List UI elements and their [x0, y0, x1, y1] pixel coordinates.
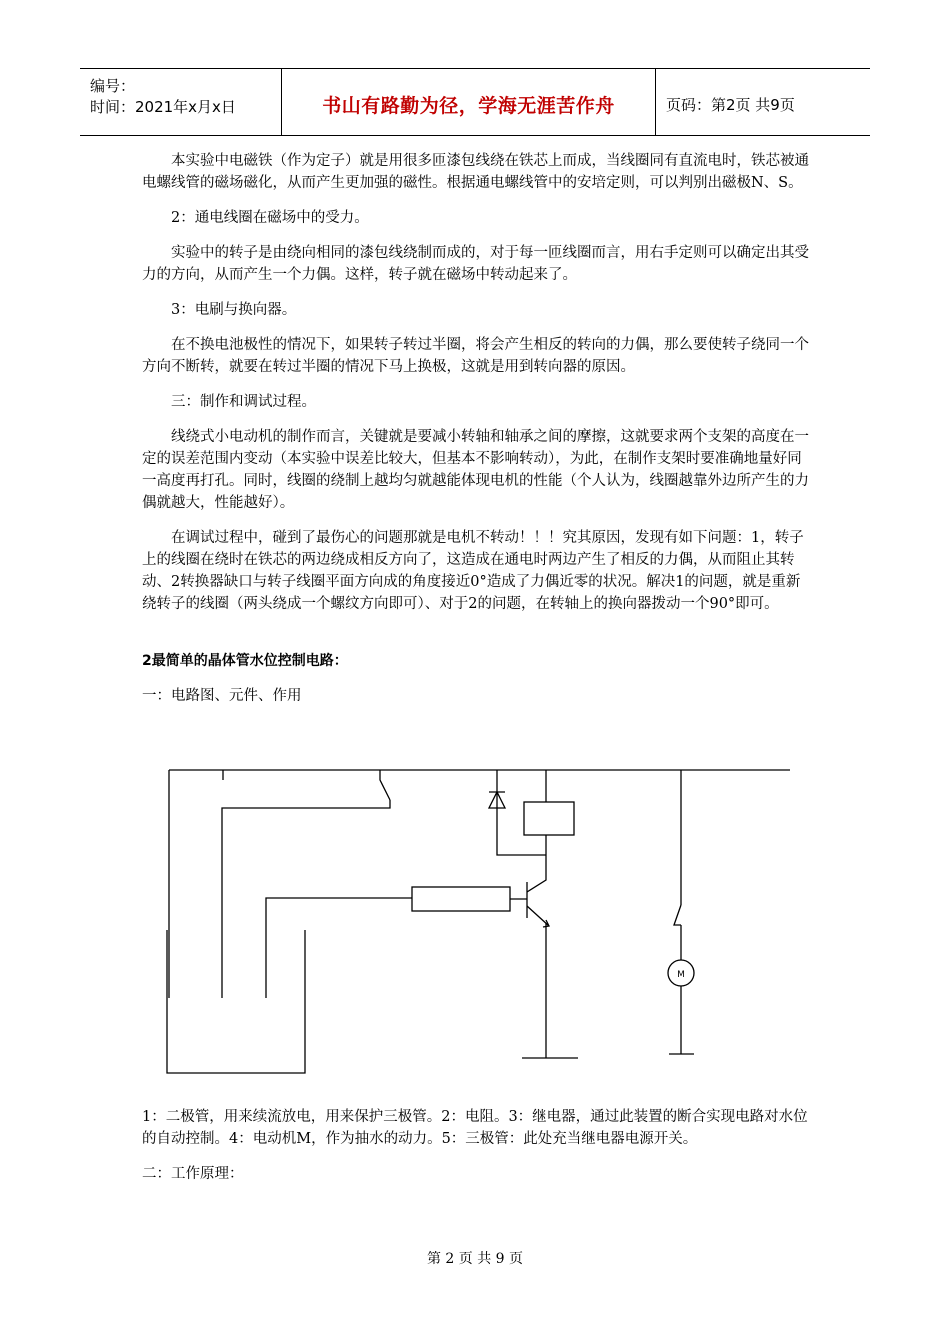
paragraph: 在调试过程中，碰到了最伤心的问题那就是电机不转动！！！究其原因，发现有如下问题：1，转子上的线圈在绕时在铁芯的两边绕成相反方向了，这造成在通电时两边产生了相反的力偶，从而阻止其转动、2转换器缺口与转子线圈平面方向成的角度接近0°造成了力偶近零的状况。解决1的问题，就是重新绕转子的线圈（两头绕成一个螺纹方向即可）、对于2的问题，在转轴上的换向器拨动一个90°即可。 — [142, 530, 804, 612]
switch-icon — [380, 770, 390, 800]
page-header — [80, 68, 870, 136]
circuit-diagram — [142, 760, 802, 1100]
subheading: 3：电刷与换向器。 — [171, 302, 297, 318]
water-tank — [167, 930, 305, 1073]
motor-label: M — [677, 970, 685, 980]
resistor-icon — [412, 887, 510, 911]
inner-probe-wire — [222, 800, 390, 998]
motto: 书山有路勤为径，学海无涯苦作舟 — [322, 95, 615, 117]
paragraph: 实验中的转子是由绕向相同的漆包线绕制而成的，对于每一匝线圈而言，用右手定则可以确定出其受力的方向，从而产生一个力偶。这样，转子就在磁场中转动起来了。 — [142, 245, 809, 283]
page-info: 页码：第2页 共9页 — [666, 96, 795, 114]
motor-switch-icon — [674, 905, 681, 925]
header-meta-cell — [80, 69, 282, 135]
subheading: 2：通电线圈在磁场中的受力。 — [171, 210, 369, 226]
date-label: 时间：2021年x月x日 — [90, 98, 236, 116]
header-page-cell — [656, 69, 870, 135]
section-subtitle-2: 二：工作原理： — [142, 1166, 244, 1182]
components-text — [142, 1106, 812, 1198]
components-description: 1：二极管，用来续流放电，用来保护三极管。2：电阻。3：继电器，通过此装置的断合实现电路对水位的自动控制。4：电动机M，作为抽水的动力。5：三极管：此处充当继电器电源开关。 — [142, 1109, 808, 1147]
paragraph: 线绕式小电动机的制作而言，关键就是要减小转轴和轴承之间的摩擦，这就要求两个支架的高度在一定的误差范围内变动（本实验中误差比较大，但基本不影响转动），为此，在制作支架时要准确地量好同一高度再打孔。同时，线圈的绕制上越均匀就越能体现电机的性能（个人认为，线圈越靠外边所产生的力偶就越大，性能越好）。 — [142, 429, 809, 511]
main-text — [142, 150, 812, 720]
base-probe-wire — [266, 898, 412, 998]
section-subtitle: 一：电路图、元件、作用 — [142, 688, 302, 704]
number-label: 编号： — [90, 77, 136, 95]
relay-coil-icon — [524, 802, 574, 835]
paragraph: 本实验中电磁铁（作为定子）就是用很多匝漆包线绕在铁芯上而成，当线圈同有直流电时，铁芯被通电螺线管的磁场磁化，从而产生更加强的磁性。根据通电螺线管中的安培定则，可以判别出磁极N、S。 — [142, 153, 809, 191]
paragraph: 在不换电池极性的情况下，如果转子转过半圈，将会产生相反的转向的力偶，那么要使转子绕同一个方向不断转，就要在转过半圈的情况下马上换极，这就是用到转向器的原因。 — [142, 337, 809, 375]
transistor-collector — [527, 855, 546, 892]
subheading: 三：制作和调试过程。 — [171, 394, 316, 410]
section-title: 2最简单的晶体管水位控制电路： — [142, 653, 348, 669]
header-motto-cell — [282, 69, 656, 135]
diode-wire — [497, 770, 546, 855]
page-footer: 第 2 页 共 9 页 — [426, 1251, 524, 1267]
